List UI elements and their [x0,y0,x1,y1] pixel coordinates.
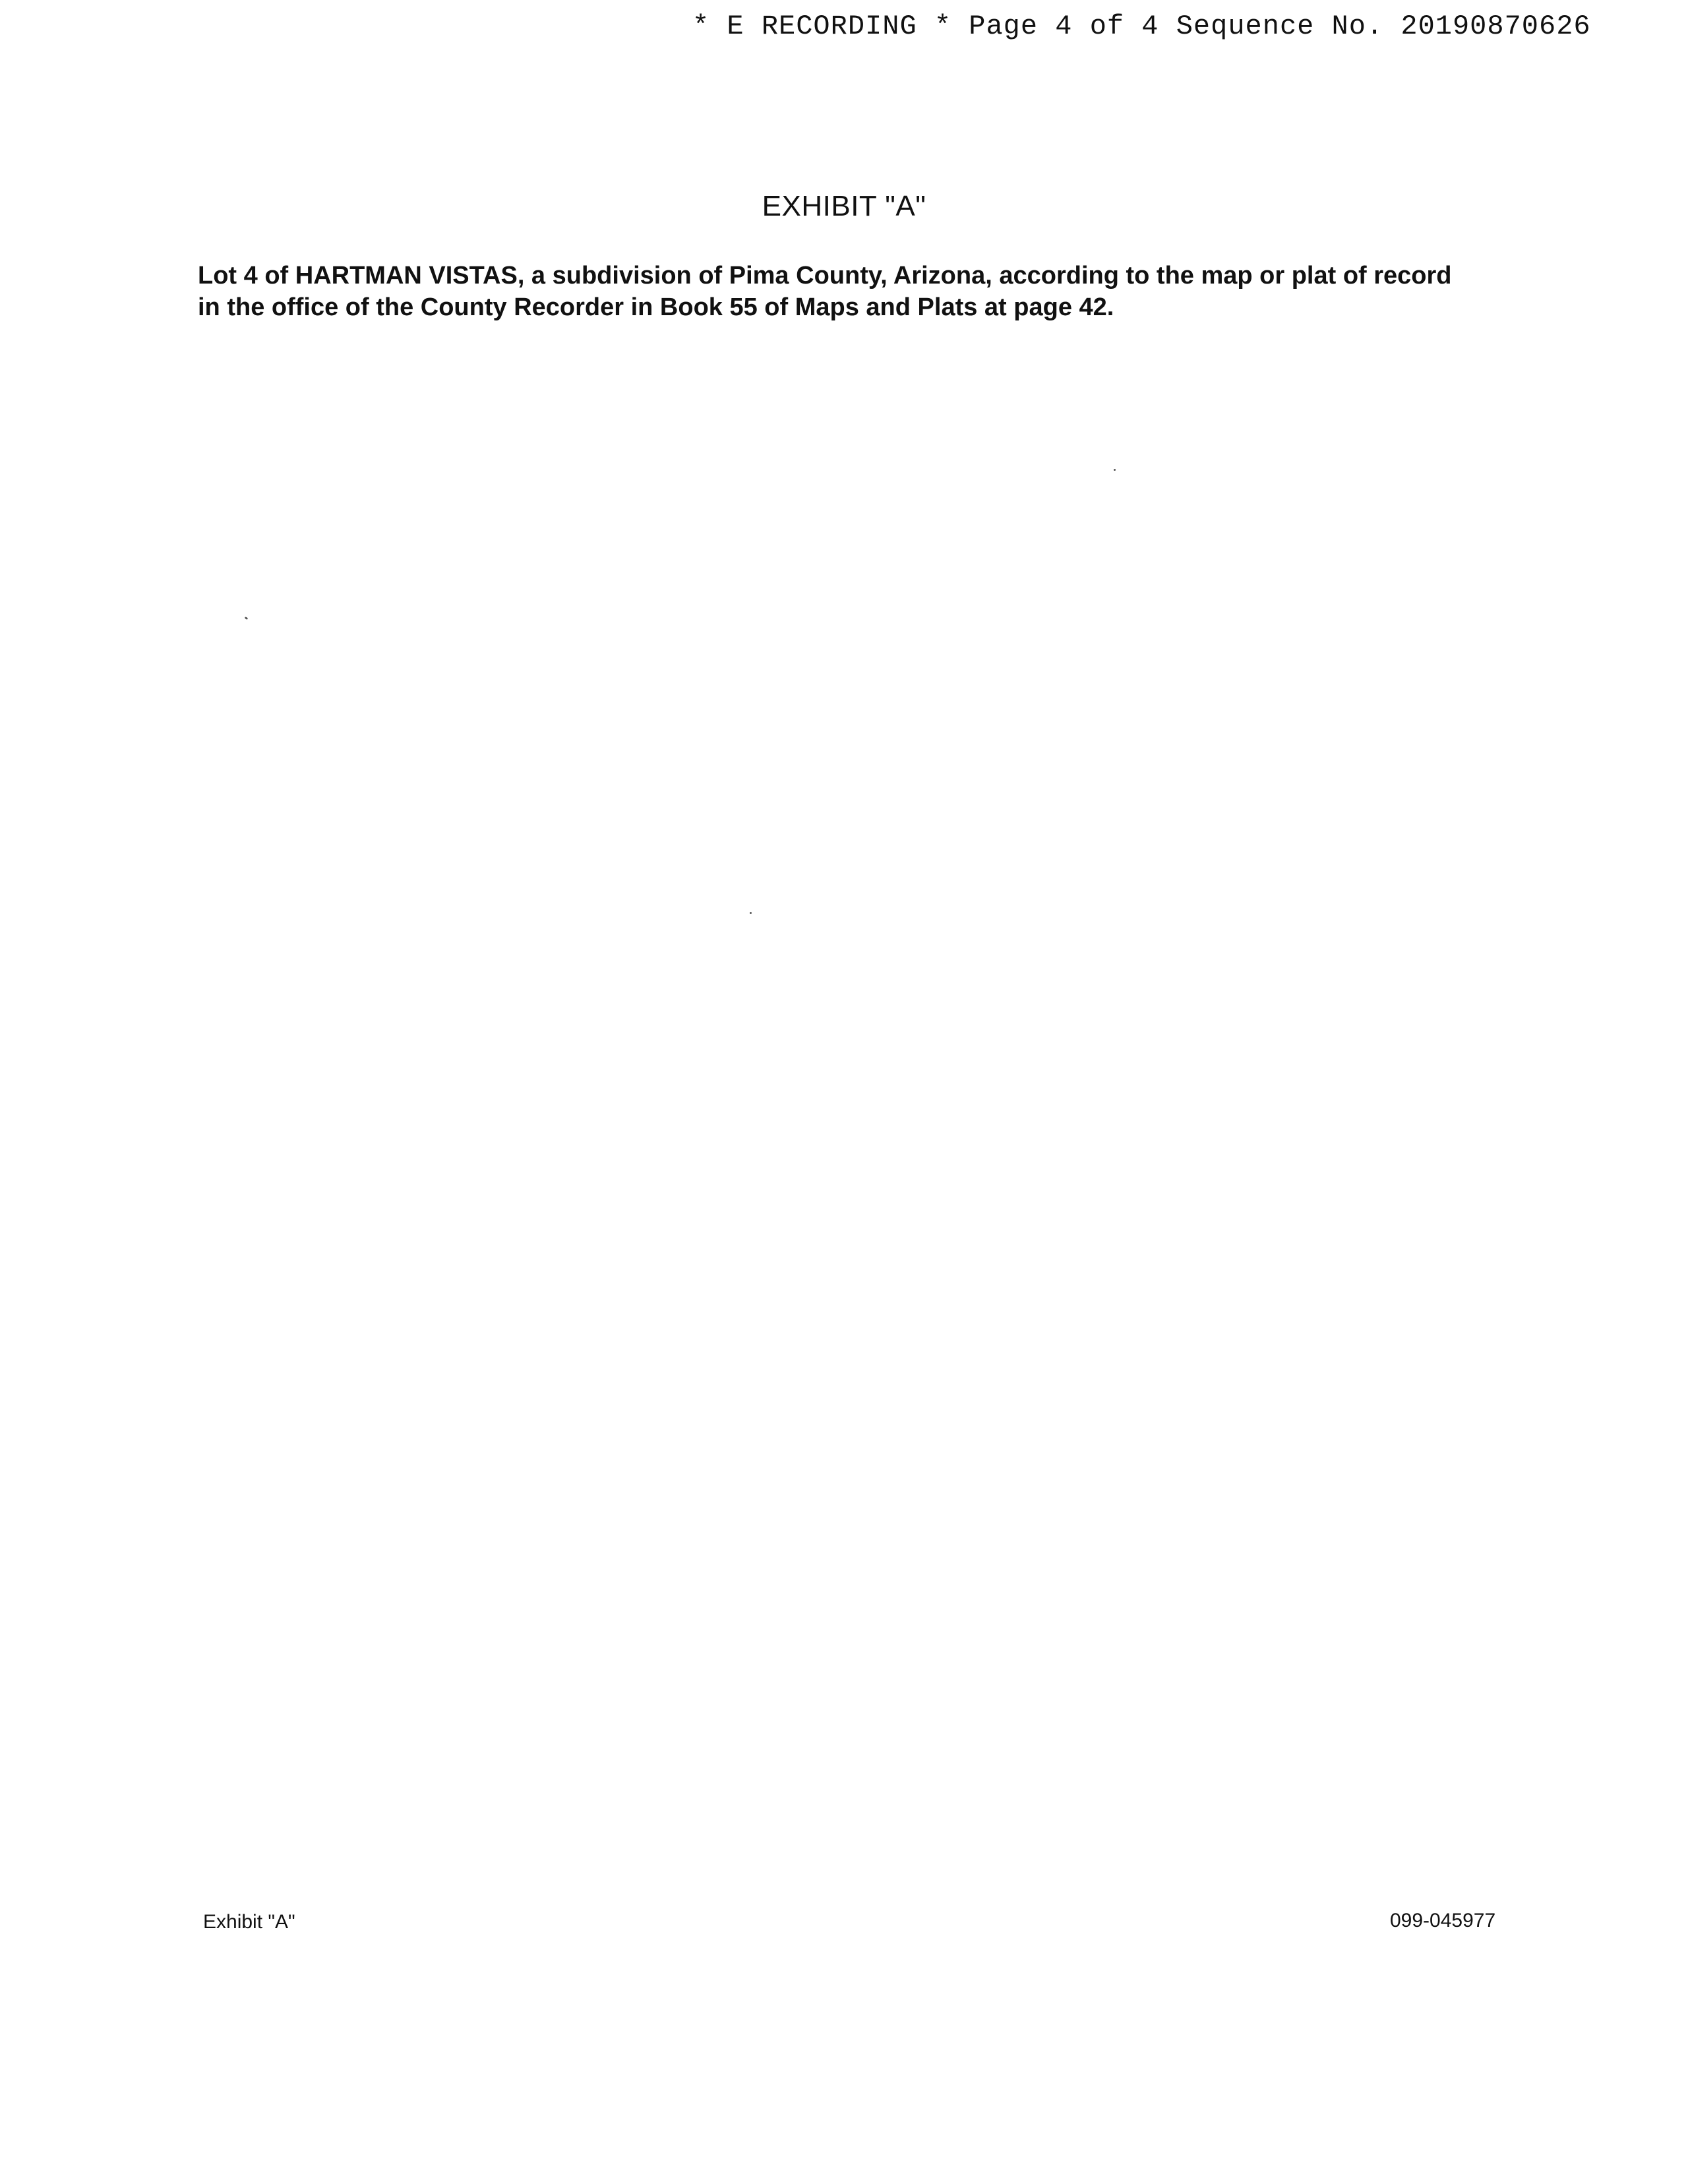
legal-description-line-1: Lot 4 of HARTMAN VISTAS, a subdivision of Pima County, Arizona, according to the map or plat of record [198,262,1452,289]
scan-speck [245,617,249,620]
footer-document-code: 099-045977 [1390,1910,1496,1931]
recording-stamp: * E RECORDING * Page 4 of 4 Sequence No. 20190870626 [692,11,1591,42]
scan-speck [750,912,752,914]
scan-speck [1114,469,1116,471]
footer-exhibit-label: Exhibit "A" [203,1911,295,1933]
legal-description-line-2: in the office of the County Recorder in Book 55 of Maps and Plats at page 42. [198,293,1114,321]
exhibit-title: EXHIBIT "A" [762,190,926,222]
legal-description [198,260,1510,323]
